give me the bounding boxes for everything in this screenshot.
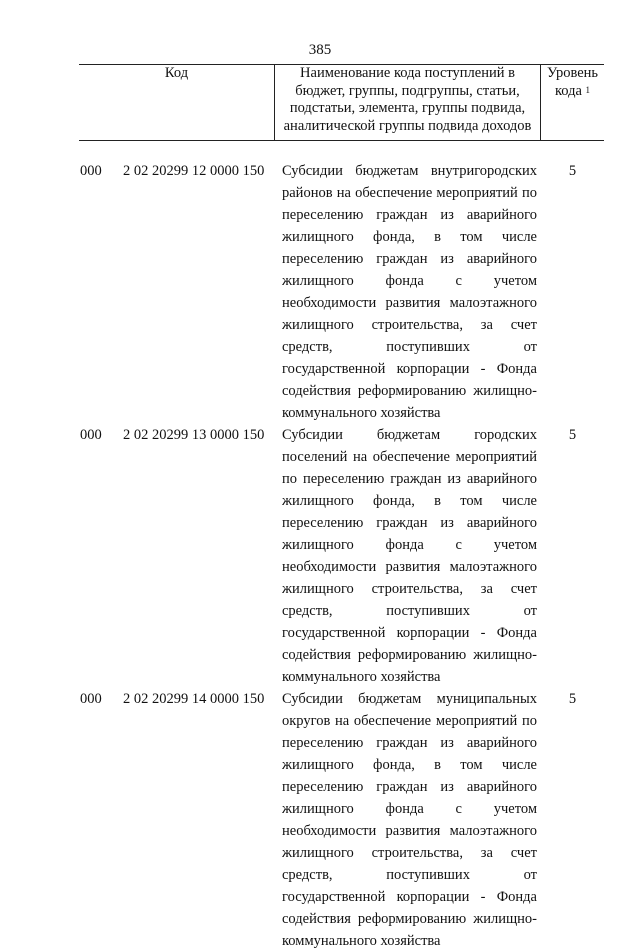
name-line: по переселению граждан из аварийного — [282, 471, 537, 487]
name-line: коммунального хозяйства — [282, 933, 441, 949]
footnote-marker: 1 — [585, 84, 591, 95]
name-line: переселению граждан из аварийного — [282, 779, 537, 795]
header-code — [79, 65, 274, 140]
name-line: жилищного фонда с учетом — [282, 273, 537, 289]
name-line: содействия реформированию жилищно- — [282, 911, 537, 927]
header-level-text: кода — [554, 82, 582, 99]
name-line: необходимости развития малоэтажного — [282, 559, 537, 575]
income-code: 2 02 20299 13 0000 150 — [123, 427, 265, 443]
name-line: округов на обеспечение мероприятий по — [282, 713, 537, 729]
name-line: необходимости развития малоэтажного — [282, 823, 537, 839]
income-code: 2 02 20299 14 0000 150 — [123, 691, 265, 707]
code-level: 5 — [568, 691, 577, 707]
income-name — [282, 160, 537, 424]
code-level: 5 — [568, 427, 577, 443]
name-line: Субсидии бюджетам городских — [282, 427, 537, 443]
name-line: государственной корпорации - Фонда — [282, 625, 537, 641]
name-line: жилищного фонда, в том числе — [282, 493, 537, 509]
name-line: переселению граждан из аварийного — [282, 251, 537, 267]
income-name — [282, 688, 537, 952]
table-row — [80, 688, 604, 952]
name-line: переселению граждан из аварийного — [282, 207, 537, 223]
name-line: жилищного фонда с учетом — [282, 537, 537, 553]
page-number: 385 — [308, 42, 332, 58]
name-line: необходимости развития малоэтажного — [282, 295, 537, 311]
header-name — [274, 65, 541, 140]
header-code-label: Код — [164, 65, 189, 81]
name-line: переселению граждан из аварийного — [282, 515, 537, 531]
admin-code: 000 — [80, 163, 102, 179]
header-level — [541, 65, 604, 140]
name-line: государственной корпорации - Фонда — [282, 889, 537, 905]
name-line: средств, поступивших от — [282, 867, 537, 883]
income-code: 2 02 20299 12 0000 150 — [123, 163, 265, 179]
name-line: государственной корпорации - Фонда — [282, 361, 537, 377]
table-row — [80, 160, 604, 424]
table-row — [80, 424, 604, 688]
name-line: жилищного строительства, за счет — [282, 317, 537, 333]
name-line: Субсидии бюджетам внутригородских — [282, 163, 537, 179]
header-level-line1: Уровень — [546, 65, 599, 81]
name-line: средств, поступивших от — [282, 603, 537, 619]
name-line: коммунального хозяйства — [282, 405, 441, 421]
header-name-line: бюджет, группы, подгруппы, статьи, — [295, 82, 520, 99]
header-name-line: подстатьи, элемента, группы подвида, — [289, 100, 526, 116]
name-line: жилищного фонда, в том числе — [282, 757, 537, 773]
name-line: поселений на обеспечение мероприятий — [282, 449, 537, 465]
name-line: жилищного фонда с учетом — [282, 801, 537, 817]
admin-code: 000 — [80, 427, 102, 443]
name-line: районов на обеспечение мероприятий по — [282, 185, 537, 201]
name-line: переселению граждан из аварийного — [282, 735, 537, 751]
header-name-line: Наименование кода поступлений в — [300, 65, 515, 81]
income-name — [282, 424, 537, 688]
name-line: средств, поступивших от — [282, 339, 537, 355]
code-level: 5 — [568, 163, 577, 179]
name-line: Субсидии бюджетам муниципальных — [282, 691, 537, 707]
header-level-line2 — [541, 83, 604, 101]
name-line: содействия реформированию жилищно- — [282, 383, 537, 399]
name-line: содействия реформированию жилищно- — [282, 647, 537, 663]
admin-code: 000 — [80, 691, 102, 707]
name-line: жилищного строительства, за счет — [282, 581, 537, 597]
name-line: коммунального хозяйства — [282, 669, 441, 685]
header-name-line: аналитической группы подвида доходов — [283, 117, 532, 134]
name-line: жилищного фонда, в том числе — [282, 229, 537, 245]
table-header — [79, 64, 604, 141]
name-line: жилищного строительства, за счет — [282, 845, 537, 861]
table-body — [80, 160, 604, 952]
